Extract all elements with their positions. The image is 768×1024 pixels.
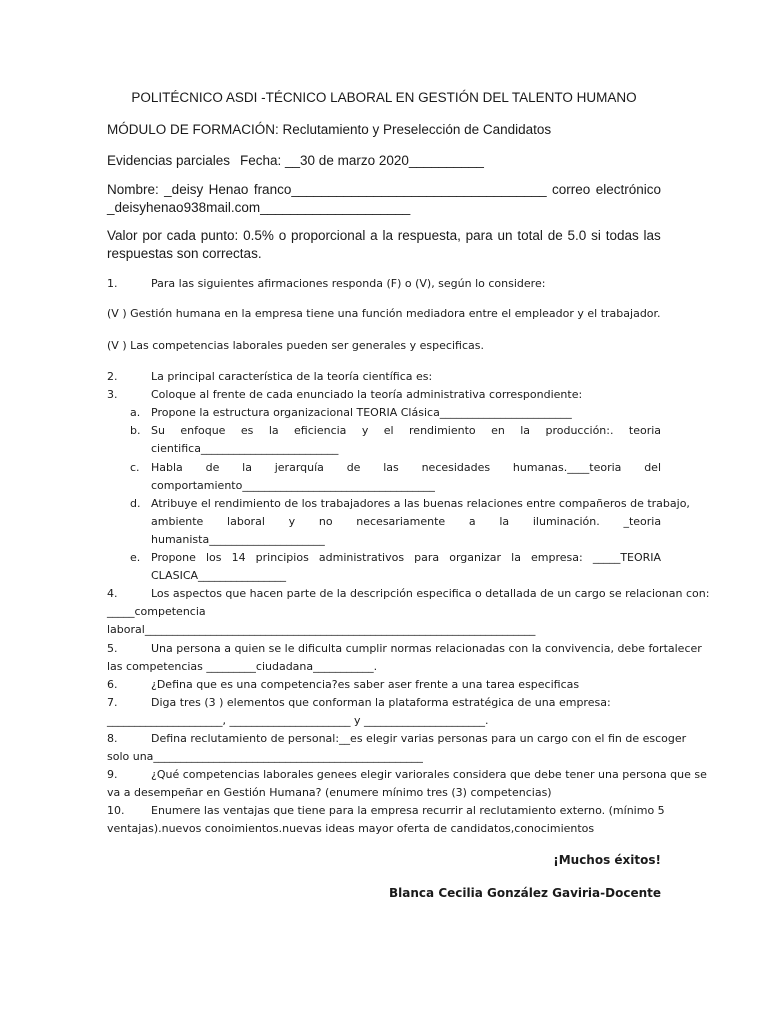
q7-answer: _____________________, ______________________ y ______________________. — [107, 714, 489, 727]
q5-answer: las competencias _________ciudadana___________. — [107, 660, 378, 673]
valor-line: Valor por cada punto: 0.5% o proporcional a la respuesta, para un total de 5.0 si todas las — [107, 228, 661, 243]
q9-number: 9. — [107, 768, 118, 781]
q3d-text-2: ambiente laboral y no necesariamente a la iluminación. _teoria — [151, 515, 662, 528]
q3c-answer: comportamiento___________________________________ — [151, 479, 435, 492]
q3b-text: Su enfoque es la eficiencia y el rendimiento en la producción:. teoria — [151, 424, 662, 437]
q3e-text: Propone los 14 principios administrativos para organizar la empresa: _____TEORIA — [151, 551, 662, 564]
q1-text: Para las siguientes afirmaciones responda (F) o (V), según lo considere: — [151, 277, 546, 290]
q10-answer: ventajas).nuevos conoimientos.nuevas ideas mayor oferta de candidatos,conocimientos — [107, 822, 595, 835]
q10-number: 10. — [107, 804, 125, 817]
q3d-text: Atribuye el rendimiento de los trabajadores a las buenas relaciones entre compañeros de trabajo, — [151, 497, 690, 510]
q4-answer: _____competencia — [107, 605, 206, 618]
q10-text: Enumere las ventajas que tiene para la empresa recurrir al reclutamiento externo. (mínimo 5 — [151, 804, 665, 817]
q2-text: La principal característica de la teoría científica es: — [151, 370, 433, 383]
nombre-line: Nombre: _deisy Henao franco__________________________________ correo electrónico — [107, 182, 661, 197]
q3d-answer: humanista_____________________ — [151, 533, 325, 546]
q3c-text: Habla de la jerarquía de las necesidades humanas.____teoria del — [151, 461, 662, 474]
module-line: MÓDULO DE FORMACIÓN: Reclutamiento y Preselección de Candidatos — [107, 122, 552, 137]
q3d-letter: d. — [130, 497, 141, 510]
fecha-line: Fecha: __30 de marzo 2020__________ — [240, 153, 484, 168]
q3-text: Coloque al frente de cada enunciado la teoría administrativa correspondiente: — [151, 388, 583, 401]
q3c-letter: c. — [130, 461, 140, 474]
q3b-letter: b. — [130, 424, 141, 437]
q9-text: ¿Qué competencias laborales genees elegir variorales considera que debe tener una persona que se — [151, 768, 707, 781]
q1-statement-b: (V ) Las competencias laborales pueden ser generales y especificas. — [107, 339, 484, 352]
q5-text: Una persona a quien se le dificulta cumplir normas relacionadas con la convivencia, debe fortalecer — [151, 642, 702, 655]
q8-answer: solo una_________________________________________________ — [107, 750, 423, 763]
q6-number: 6. — [107, 678, 118, 691]
closing-message: ¡Muchos éxitos! — [553, 853, 661, 867]
q2-number: 2. — [107, 370, 118, 383]
q1-statement-a: (V ) Gestión humana en la empresa tiene una función mediadora entre el empleador y el trabajador. — [107, 307, 661, 320]
q7-number: 7. — [107, 696, 118, 709]
teacher-signature: Blanca Cecilia González Gaviria-Docente — [389, 886, 661, 900]
q3e-letter: e. — [130, 551, 141, 564]
q3a-text: Propone la estructura organizacional TEORIA Clásica________________________ — [151, 406, 572, 419]
document-title: POLITÉCNICO ASDI -TÉCNICO LABORAL EN GESTIÓN DEL TALENTO HUMANO — [131, 90, 637, 105]
q4-text: Los aspectos que hacen parte de la descripción especifica o detallada de un cargo se relacionan con: — [151, 587, 710, 600]
q8-text: Defina reclutamiento de personal:__es elegir varias personas para un cargo con el fin de escoger — [151, 732, 687, 745]
q3b-answer: cientifica_________________________ — [151, 442, 339, 455]
evidencias-label: Evidencias parciales — [107, 153, 231, 168]
q9-text-2: va a desempeñar en Gestión Humana? (enumere mínimo tres (3) competencias) — [107, 786, 552, 799]
q3-number: 3. — [107, 388, 118, 401]
q4-answer-2: laboral_______________________________________________________________________ — [107, 623, 536, 636]
valor-line-2: respuestas son correctas. — [107, 246, 262, 261]
q1-number: 1. — [107, 277, 118, 290]
q8-number: 8. — [107, 732, 118, 745]
q3a-letter: a. — [130, 406, 141, 419]
email-line: _deisyhenao938mail.com____________________ — [107, 200, 411, 215]
q4-number: 4. — [107, 587, 118, 600]
q3e-answer: CLASICA________________ — [151, 569, 287, 582]
q7-text: Diga tres (3 ) elementos que conforman la plataforma estratégica de una empresa: — [151, 696, 611, 709]
q5-number: 5. — [107, 642, 118, 655]
q6-text: ¿Defina que es una competencia?es saber aser frente a una tarea especificas — [151, 678, 580, 691]
